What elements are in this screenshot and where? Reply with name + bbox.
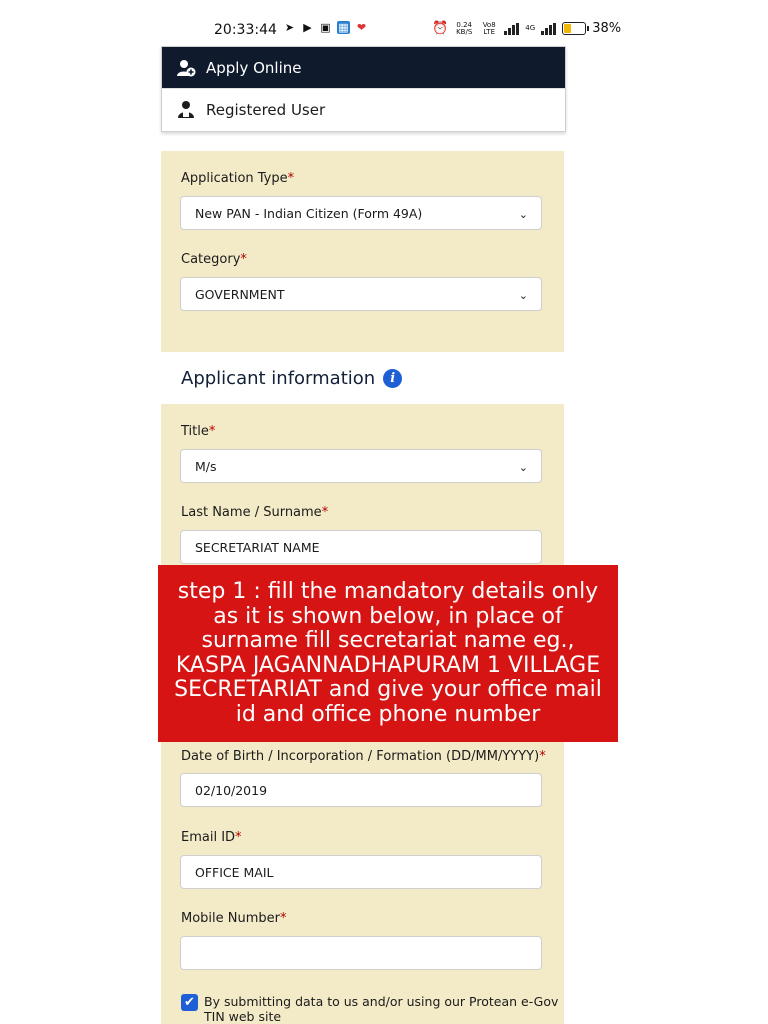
required-mark: *: [321, 505, 329, 520]
title-select[interactable]: [180, 449, 542, 483]
battery-icon: [562, 22, 586, 35]
nav-menu: [161, 46, 566, 132]
consent-row: [181, 994, 561, 1024]
status-bar: [142, 16, 628, 46]
gallery-icon: ▣: [320, 21, 331, 34]
alarm-icon: ⏰: [432, 21, 449, 36]
instruction-banner: [158, 565, 618, 742]
nav-item-registered-user[interactable]: [162, 88, 565, 130]
heart-icon: ❤: [356, 21, 367, 34]
surname-value: SECRETARIAT NAME: [195, 539, 320, 555]
consent-checkbox[interactable]: ✔: [181, 994, 198, 1011]
status-time: 20:33:44: [214, 22, 277, 38]
chevron-down-icon: ⌄: [518, 289, 528, 302]
signal-icon-2: [541, 23, 556, 35]
required-mark: *: [539, 749, 546, 764]
required-mark: *: [280, 911, 287, 926]
email-input[interactable]: [180, 855, 542, 889]
phone-screen: [142, 0, 628, 1024]
application-type-value: New PAN - Indian Citizen (Form 49A): [195, 205, 423, 221]
application-panel: [161, 151, 564, 352]
mobile-input[interactable]: [180, 936, 542, 970]
required-mark: *: [287, 171, 295, 186]
consent-text: By submitting data to us and/or using our Protean e-Gov TIN web site: [204, 994, 559, 1024]
net-speed: 0.24 KB/S: [456, 20, 473, 36]
application-type-select[interactable]: [180, 196, 542, 230]
nav-item-apply-online[interactable]: [162, 47, 565, 88]
email-value: OFFICE MAIL: [195, 864, 274, 880]
title-label: [181, 424, 215, 439]
info-icon[interactable]: i: [383, 369, 402, 388]
application-type-label: [181, 171, 294, 186]
signal-icon: [504, 23, 519, 35]
dob-label: [181, 749, 546, 764]
dob-input[interactable]: [180, 773, 542, 807]
email-label-text: Email ID: [181, 830, 236, 845]
system-indicators: [432, 21, 621, 36]
nav-item-label: Registered User: [206, 100, 326, 119]
category-select[interactable]: [180, 277, 542, 311]
surname-label: [181, 505, 328, 520]
app-icon: ▦: [338, 21, 349, 34]
application-type-label-text: Application Type: [181, 171, 288, 186]
category-label-text: Category: [181, 252, 241, 267]
category-value: GOVERNMENT: [195, 286, 285, 302]
network-type: 4G: [525, 24, 536, 32]
dob-label-text: Date of Birth / Incorporation / Formation (DD/MM/YYYY): [181, 749, 540, 764]
telegram-icon: ➤: [284, 21, 295, 34]
youtube-icon: ▶: [303, 21, 312, 34]
section-title: [181, 368, 402, 389]
required-mark: *: [240, 252, 247, 267]
surname-label-text: Last Name / Surname: [181, 505, 322, 520]
surname-input[interactable]: [180, 530, 542, 564]
category-label: [181, 252, 247, 267]
mobile-label: [181, 911, 287, 926]
chevron-down-icon: ⌄: [518, 461, 528, 474]
required-mark: *: [235, 830, 242, 845]
mobile-label-text: Mobile Number: [181, 911, 280, 926]
required-mark: *: [208, 424, 216, 439]
volte-indicator: Vo8 LTE: [482, 20, 496, 36]
battery-percent: 38%: [592, 21, 622, 36]
email-label: [181, 830, 242, 845]
instruction-text: step 1 : fill the mandatory details only as it is shown below, in place of surname fill secretariat name eg., KASPA JAGANNADHAPURAM 1 VILLAGE SECRETARIAT and give your office mail id and office phone number: [174, 579, 602, 727]
chevron-down-icon: ⌄: [518, 208, 528, 221]
notification-icons: [283, 21, 368, 34]
nav-item-label: Apply Online: [206, 58, 302, 77]
title-label-text: Title: [181, 424, 209, 439]
title-value: M/s: [195, 458, 217, 474]
add-user-icon: [176, 58, 196, 78]
dob-value: 02/10/2019: [195, 782, 268, 798]
registered-user-icon: [176, 100, 196, 120]
applicant-information-title: Applicant information: [181, 368, 376, 389]
